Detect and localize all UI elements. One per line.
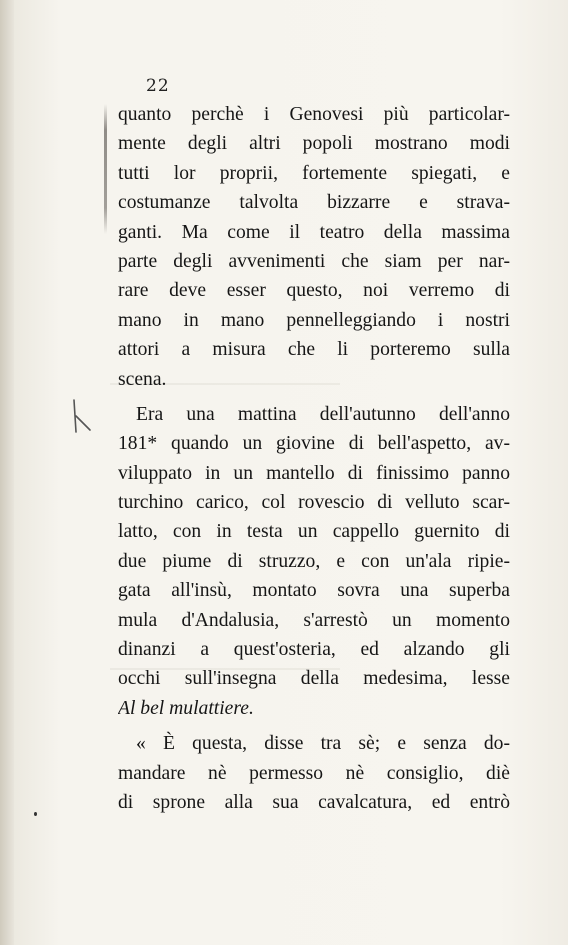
text-line: attori a misura che li porteremo sulla [118,339,510,361]
margin-tick-mark [70,398,94,434]
text-line: due piume di struzzo, e con un'ala ripie- [118,550,510,572]
text-line: scena. [118,368,167,390]
text-line: viluppato in un mantello di finissimo panno [118,462,510,484]
paper-speck [34,812,37,816]
inn-sign-text: Al bel mulattiere. [118,697,254,719]
body-text [118,100,510,817]
text-line: mano in mano pennelleggiando i nostri [118,309,510,331]
text-line: ganti. Ma come il teatro della massima [118,221,510,243]
text-line: latto, con in testa un cappello guernito di [118,521,510,543]
text-line: Era una mattina dell'autunno dell'anno [136,403,510,425]
margin-pencil-mark [104,104,107,234]
text-line: parte degli avvenimenti che siam per nar- [118,250,510,272]
text-line: costumanze talvolta bizzarre e strava- [118,192,510,214]
page-binding-edge [0,0,14,945]
text-line: turchino carico, col rovescio di velluto scar- [118,492,510,514]
text-line: gata all'insù, montato sovra una superba [118,580,510,602]
text-line: dinanzi a quest'osteria, ed alzando gli [118,639,510,661]
text-line: di sprone alla sua cavalcatura, ed entrò [118,791,510,813]
text-line: occhi sull'insegna della medesima, lesse [118,668,510,690]
text-line: « È questa, disse tra sè; e senza do- [136,733,510,755]
page-number: 22 [146,76,170,96]
text-line: tutti lor proprii, fortemente spiegati, e [118,162,510,184]
text-line: mente degli altri popoli mostrano modi [118,133,510,155]
text-line: rare deve esser questo, noi verremo di [118,280,510,302]
text-line: quanto perchè i Genovesi più particolar- [118,104,510,125]
text-line: mandare nè permesso nè consiglio, diè [118,762,510,784]
text-line: mula d'Andalusia, s'arrestò un momento [118,609,510,631]
text-line: 181* quando un giovine di bell'aspetto, av- [118,433,510,455]
